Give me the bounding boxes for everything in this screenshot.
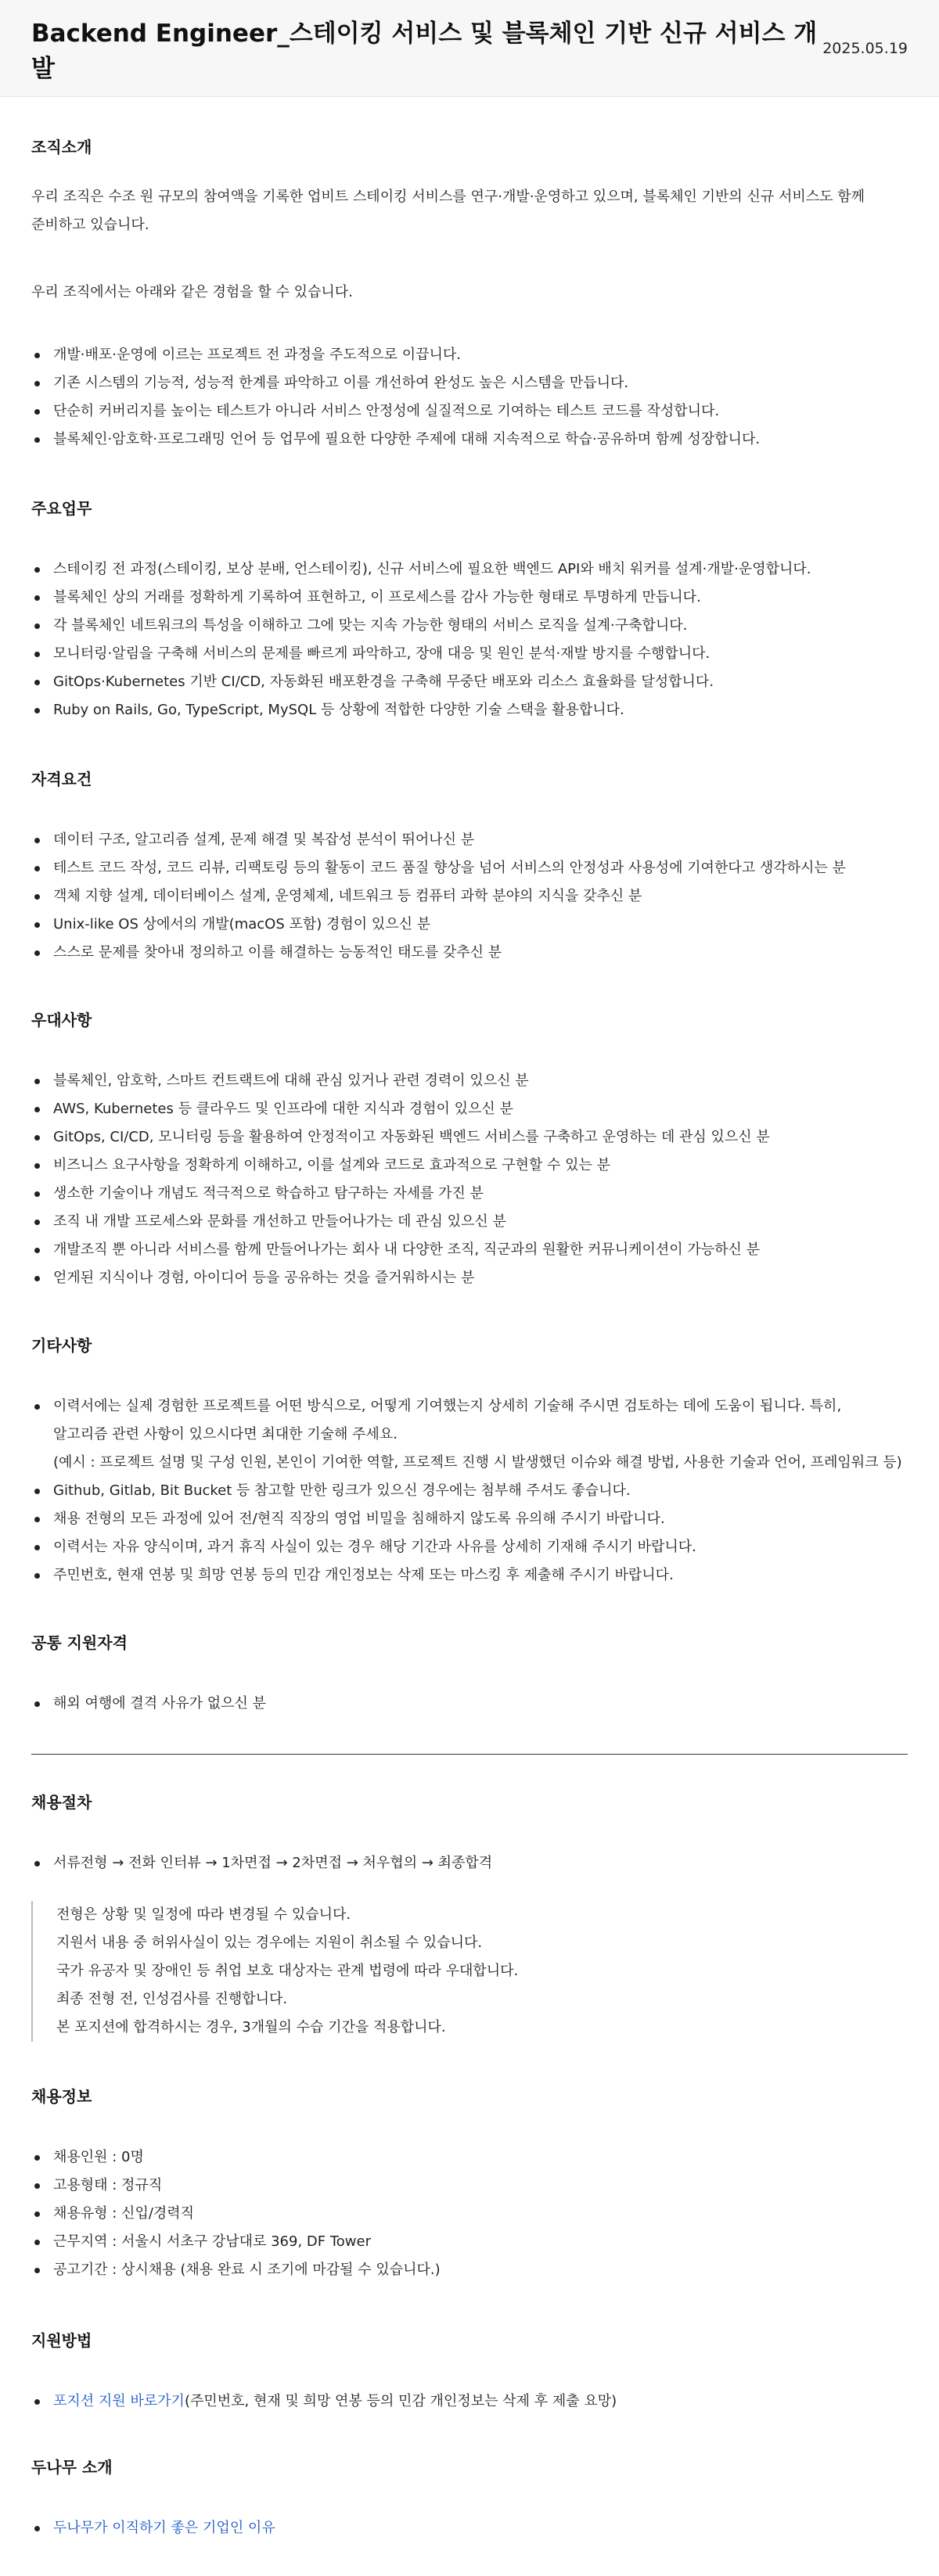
list-item: 스테이킹 전 과정(스테이킹, 보상 분배, 언스테이킹), 신규 서비스에 필요한 백엔드 API와 배치 워커를 설계·개발·운영합니다. [53,555,908,584]
list-item: Github, Gitlab, Bit Bucket 등 참고할 만한 링크가 있으신 경우에는 첨부해 주셔도 좋습니다. [53,1477,908,1505]
list-item: Unix-like OS 상에서의 개발(macOS 포함) 경험이 있으신 분 [53,911,908,939]
apply-link[interactable]: 포지션 지원 바로가기 [53,2393,185,2409]
list-item: 근무지역 : 서울시 서초구 강남대로 369, DF Tower [53,2228,908,2256]
org-list [31,341,908,454]
list-item [53,2387,908,2416]
about-list [31,2514,908,2542]
section-heading-apply: 지원방법 [31,2331,92,2350]
apply-note: (주민번호, 현재 및 희망 연봉 등의 민감 개인정보는 삭제 후 제출 요망) [184,2393,617,2409]
list-item: 데이터 구조, 알고리즘 설계, 문제 해결 및 복잡성 분석이 뛰어나신 분 [53,826,908,854]
section-heading-org: 조직소개 [31,138,92,156]
list-item: 블록체인·암호학·프로그래밍 언어 등 업무에 필요한 다양한 주제에 대해 지속적으로 학습·공유하며 함께 성장합니다. [53,426,908,454]
list-item: GitOps, CI/CD, 모니터링 등을 활용하여 안정적이고 자동화된 백엔드 서비스를 구축하고 운영하는 데 관심 있으신 분 [53,1123,908,1151]
misc-item-line: 이력서에는 실제 경험한 프로젝트를 어떤 방식으로, 어떻게 기여했는지 상세히 기술해 주시면 검토하는 데에 도움이 됩니다. 특히, [53,1398,842,1414]
process-note: 전형은 상황 및 일정에 따라 변경될 수 있습니다. [56,1906,351,1923]
list-item: 조직 내 개발 프로세스와 문화를 개선하고 만들어나가는 데 관심 있으신 분 [53,1208,908,1236]
process-note: 최종 전형 전, 인성검사를 진행합니다. [56,1991,288,2007]
list-item [53,1392,908,1477]
org-paragraph-line: 우리 조직은 수조 원 규모의 참여액을 기록한 업비트 스테이킹 서비스를 연구·개발·운영하고 있으며, 블록체인 기반의 신규 서비스도 함께 [31,189,865,205]
job-description [0,97,939,2576]
about-link[interactable]: 두나무가 이직하기 좋은 기업인 이유 [53,2520,275,2536]
common-list [31,1690,908,1718]
section-divider [31,1754,908,1755]
list-item: 공고기간 : 상시채용 (채용 완료 시 조기에 마감될 수 있습니다.) [53,2256,908,2284]
org-intro [31,183,908,239]
org-experience-intro: 우리 조직에서는 아래와 같은 경험을 할 수 있습니다. [31,284,353,300]
list-item: 개발조직 뿐 아니라 서비스를 함께 만들어나가는 회사 내 다양한 조직, 직군과의 원활한 커뮤니케이션이 가능하신 분 [53,1236,908,1264]
list-item: 모니터링·알림을 구축해 서비스의 문제를 빠르게 파악하고, 장애 대응 및 원인 분석·재발 방지를 수행합니다. [53,640,908,668]
list-item: 테스트 코드 작성, 코드 리뷰, 리팩토링 등의 활동이 코드 품질 향상을 넘어 서비스의 안정성과 사용성에 기여한다고 생각하시는 분 [53,854,908,882]
section-heading-misc: 기타사항 [31,1336,92,1355]
list-item: 블록체인 상의 거래를 정확하게 기록하여 표현하고, 이 프로세스를 감사 가능한 형태로 투명하게 만듭니다. [53,584,908,612]
list-item: 서류전형 → 전화 인터뷰 → 1차면접 → 2차면접 → 처우협의 → 최종합격 [53,1849,908,1877]
misc-item-line: 알고리즘 관련 사항이 있으시다면 최대한 기술해 주세요. [53,1426,398,1442]
org-paragraph-line: 준비하고 있습니다. [31,217,149,233]
posting-date: 2025.05.19 [822,39,908,57]
section-heading-info: 채용정보 [31,2087,92,2106]
duties-list [31,555,908,724]
list-item: 이력서는 자유 양식이며, 과거 휴직 사실이 있는 경우 해당 기간과 사유를 상세히 기재해 주시기 바랍니다. [53,1533,908,1561]
list-item: 생소한 기술이나 개념도 적극적으로 학습하고 탐구하는 자세를 가진 분 [53,1180,908,1208]
page-header [0,0,939,97]
process-note: 국가 유공자 및 장애인 등 취업 보호 대상자는 관계 법령에 따라 우대합니다. [56,1963,519,1979]
section-heading-process: 채용절차 [31,1793,92,1812]
info-list [31,2143,908,2284]
qualifications-list [31,826,908,967]
list-item: 고용형태 : 정규직 [53,2172,908,2200]
list-item: 얻게된 지식이나 경험, 아이디어 등을 공유하는 것을 즐거워하시는 분 [53,1264,908,1292]
list-item: 개발·배포·운영에 이르는 프로젝트 전 과정을 주도적으로 이끕니다. [53,341,908,369]
list-item: 채용 전형의 모든 과정에 있어 전/현직 직장의 영업 비밀을 침해하지 않도록 유의해 주시기 바랍니다. [53,1505,908,1533]
list-item: 단순히 커버리지를 높이는 테스트가 아니라 서비스 안정성에 실질적으로 기여하는 테스트 코드를 작성합니다. [53,397,908,426]
process-note: 본 포지션에 합격하시는 경우, 3개월의 수습 기간을 적용합니다. [56,2019,446,2035]
list-item: 스스로 문제를 찾아내 정의하고 이를 해결하는 능동적인 태도를 갖추신 분 [53,939,908,967]
list-item: 해외 여행에 결격 사유가 없으신 분 [53,1690,908,1718]
misc-item-line: (예시 : 프로젝트 설명 및 구성 인원, 본인이 기여한 역할, 프로젝트 진행 시 발생했던 이슈와 해결 방법, 사용한 기술과 언어, 프레임워크 등) [53,1454,902,1471]
list-item: 각 블록체인 네트워크의 특성을 이해하고 그에 맞는 지속 가능한 형태의 서비스 로직을 설계·구축합니다. [53,612,908,640]
process-notes [31,1901,908,2042]
list-item: 채용인원 : 0명 [53,2143,908,2172]
section-heading-common: 공통 지원자격 [31,1633,128,1652]
list-item: 채용유형 : 신입/경력직 [53,2200,908,2228]
preferred-list [31,1067,908,1292]
process-note: 지원서 내용 중 허위사실이 있는 경우에는 지원이 취소될 수 있습니다. [56,1935,483,1951]
page-title: Backend Engineer_스테이킹 서비스 및 블록체인 기반 신규 서비스 개발 [31,19,818,83]
section-heading-duties: 주요업무 [31,499,92,518]
list-item: 비즈니스 요구사항을 정확하게 이해하고, 이를 설계와 코드로 효과적으로 구현할 수 있는 분 [53,1151,908,1180]
list-item: 주민번호, 현재 연봉 및 희망 연봉 등의 민감 개인정보는 삭제 또는 마스킹 후 제출해 주시기 바랍니다. [53,1561,908,1590]
process-list [31,1849,908,1877]
apply-list [31,2387,908,2416]
section-heading-qualifications: 자격요건 [31,770,92,789]
misc-list [31,1392,908,1590]
list-item: 블록체인, 암호학, 스마트 컨트랙트에 대해 관심 있거나 관련 경력이 있으신 분 [53,1067,908,1095]
list-item: Ruby on Rails, Go, TypeScript, MySQL 등 상황에 적합한 다양한 기술 스택을 활용합니다. [53,696,908,724]
section-heading-preferred: 우대사항 [31,1011,92,1029]
section-heading-about: 두나무 소개 [31,2458,113,2477]
list-item: 객체 지향 설계, 데이터베이스 설계, 운영체제, 네트워크 등 컴퓨터 과학 분야의 지식을 갖추신 분 [53,882,908,911]
list-item: AWS, Kubernetes 등 클라우드 및 인프라에 대한 지식과 경험이 있으신 분 [53,1095,908,1123]
list-item: 기존 시스템의 기능적, 성능적 한계를 파악하고 이를 개선하여 완성도 높은 시스템을 만듭니다. [53,369,908,397]
list-item: GitOps·Kubernetes 기반 CI/CD, 자동화된 배포환경을 구축해 무중단 배포와 리소스 효율화를 달성합니다. [53,668,908,696]
list-item [53,2514,908,2542]
